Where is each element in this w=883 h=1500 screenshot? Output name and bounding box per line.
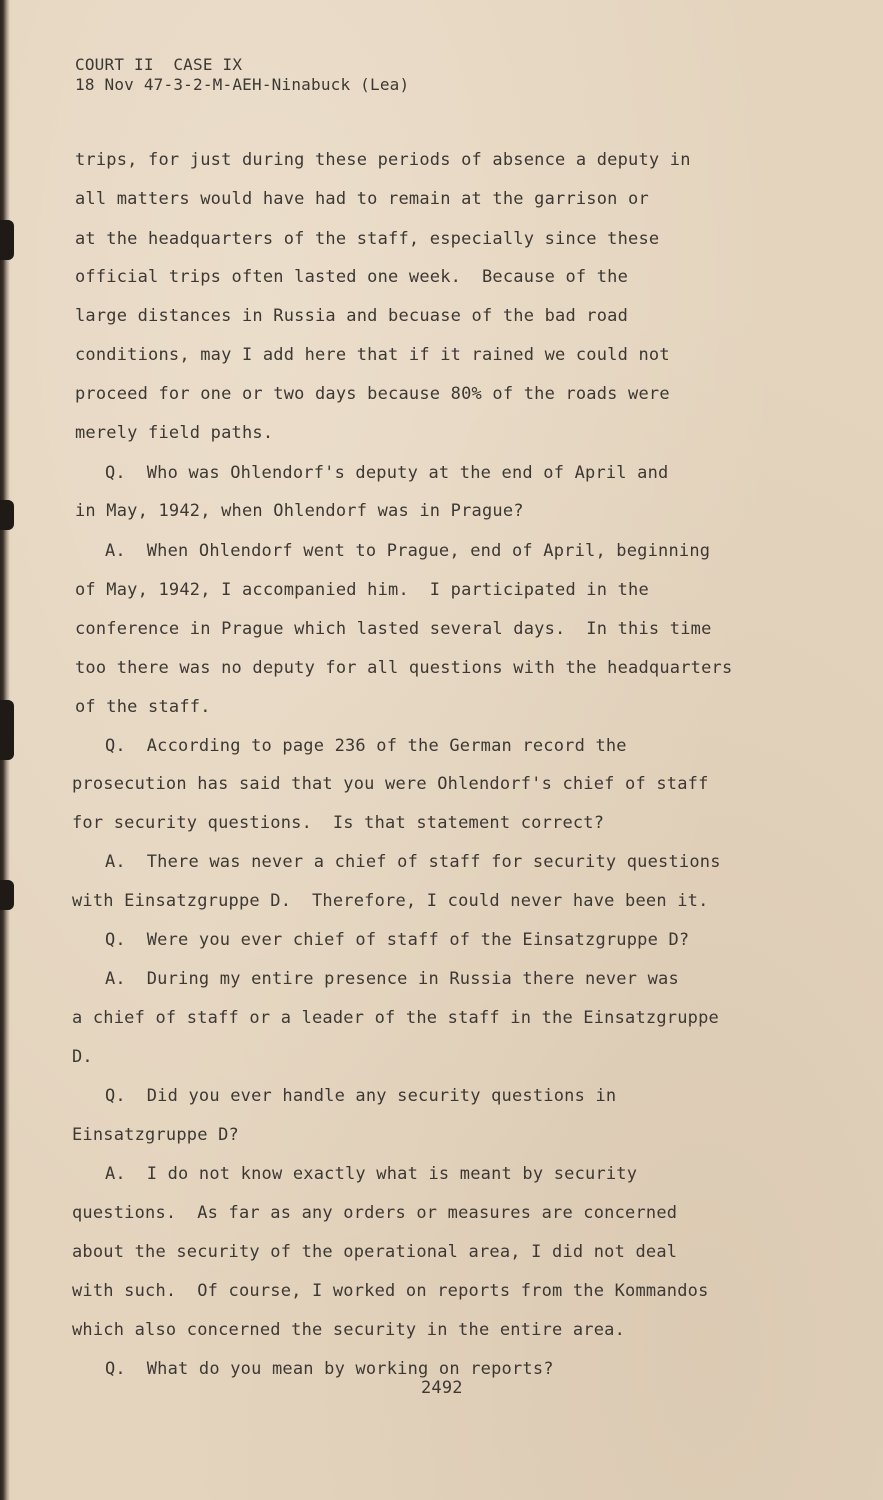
text-line: conference in Prague which lasted several days. In this time: [75, 619, 712, 639]
case-header-line-2: 18 Nov 47-3-2-M-AEH-Ninabuck (Lea): [75, 75, 410, 94]
text-line: merely field paths.: [75, 423, 274, 443]
text-line: too there was no deputy for all questions with the headquarters: [75, 658, 733, 678]
text-line: for security questions. Is that statement correct?: [72, 813, 605, 833]
text-line: Q. Who was Ohlendorf's deputy at the end of April and: [105, 463, 669, 483]
text-line: with Einsatzgruppe D. Therefore, I could never have been it.: [72, 891, 709, 911]
page-edge-tear: [0, 500, 14, 530]
text-line: Q. Did you ever handle any security questions in: [105, 1086, 617, 1106]
text-line: A. When Ohlendorf went to Prague, end of April, beginning: [105, 541, 711, 561]
text-line: proceed for one or two days because 80% of the roads were: [75, 384, 670, 404]
text-line: with such. Of course, I worked on reports from the Kommandos: [72, 1281, 709, 1301]
page-number: 2492: [421, 1378, 463, 1398]
text-line: Einsatzgruppe D?: [72, 1125, 239, 1145]
text-line: which also concerned the security in the entire area.: [72, 1320, 626, 1340]
text-line: official trips often lasted one week. Because of the: [75, 267, 629, 287]
text-line: trips, for just during these periods of absence a deputy in: [75, 150, 691, 170]
text-line: in May, 1942, when Ohlendorf was in Prague?: [75, 501, 524, 521]
text-line: conditions, may I add here that if it rained we could not: [75, 345, 670, 365]
text-line: a chief of staff or a leader of the staff in the Einsatzgruppe: [72, 1008, 719, 1028]
text-line: at the headquarters of the staff, especially since these: [75, 229, 660, 249]
text-line: A. During my entire presence in Russia there never was: [105, 969, 679, 989]
text-line: about the security of the operational area, I did not deal: [72, 1242, 678, 1262]
page-edge-tear: [0, 880, 14, 910]
text-line: Q. Were you ever chief of staff of the Einsatzgruppe D?: [105, 930, 690, 950]
text-line: A. There was never a chief of staff for security questions: [105, 852, 721, 872]
page-edge-tear: [0, 220, 14, 260]
text-line: large distances in Russia and becuase of the bad road: [75, 306, 629, 326]
case-header-line-1: COURT II CASE IX: [75, 55, 243, 74]
text-line: questions. As far as any orders or measures are concerned: [72, 1203, 678, 1223]
text-line: A. I do not know exactly what is meant by security: [105, 1164, 638, 1184]
text-line: of May, 1942, I accompanied him. I participated in the: [75, 580, 649, 600]
text-line: prosecution has said that you were Ohlendorf's chief of staff: [72, 774, 709, 794]
page-edge-tear: [0, 700, 14, 760]
text-line: Q. According to page 236 of the German record the: [105, 736, 627, 756]
text-line: all matters would have had to remain at the garrison or: [75, 189, 649, 209]
text-line: D.: [72, 1047, 93, 1067]
text-line: Q. What do you mean by working on reports?: [105, 1359, 554, 1379]
text-line: of the staff.: [75, 697, 211, 717]
